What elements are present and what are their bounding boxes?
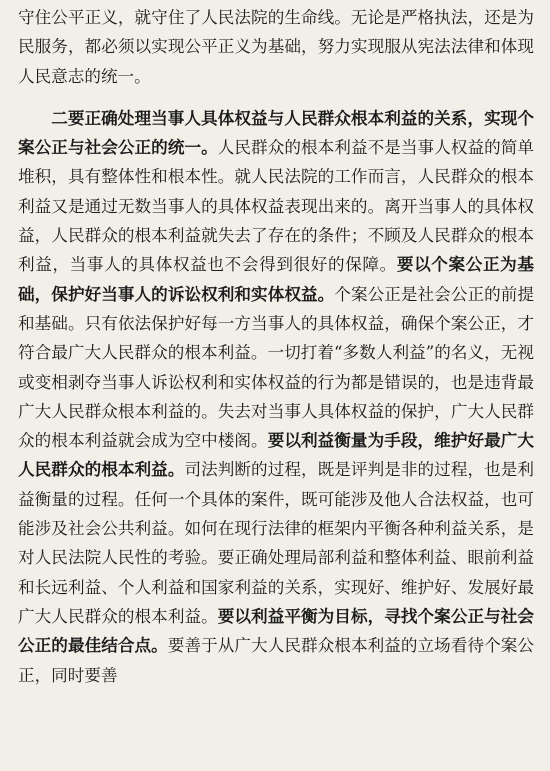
bold-point-interest-balance: 要以利益平衡为目标，寻找个案公正与社会公正的最佳结合点。 [18,605,535,656]
paragraph-spacer [18,91,534,104]
paragraph-2 [18,104,534,690]
body-text-4: 要善于从广大人民群众根本利益的立场看待个案公正，同时要善 [18,636,535,685]
body-text-1: 人民群众的根本利益不是当事人权益的简单堆积，具有整体性和根本性。就人民法院的工作而言，人民群众的根本利益又是通过无数当事人的具体权益表现出来的。离开当事人的具体权益，人民群众的根本利益就失去了存在的条件；不顾及人民群众的根本利益，当事人的具体权益也不会得到很好的保障。 [18,138,535,275]
bold-heading-relation: 二要正确处理当事人具体权益与人民群众根本利益的关系，实现个案公正与社会公正的统一。 [18,107,534,158]
bold-point-individual-justice: 要以个案公正为基础，保护好当事人的诉讼权利和实体权益。 [18,254,534,304]
bold-point-interest-weighing: 要以利益衡量为手段，维护好最广大人民群众的根本利益。 [18,430,534,480]
body-text-2: 个案公正是社会公正的前提和基础。只有依法保护好每一方当事人的具体权益，确保个案公正，才符合最广大人民群众的根本利益。一切打着“多数人利益”的名义，无视或变相剥夺当事人诉讼权利和实体权益的行为都是错误的，也是违背最广大人民群众根本利益的。失去对当事人具体权益的保护，广大人民群众的根本利益就会成为空中楼阁。 [18,284,535,451]
paragraph-1 [18,3,534,91]
body-text-3: 司法判断的过程，既是评判是非的过程，也是利益衡量的过程。任何一个具体的案件，既可能涉及他人合法权益，也可能涉及社会公共利益。如何在现行法律的框架内平衡各种利益关系，是对人民法院人民性的考验。要正确处理局部利益和整体利益、眼前利益和长远利益、个人利益和国家利益的关系，实现好、维护好、发展好最广大人民群众的根本利益。 [18,460,534,626]
paragraph-1-text: 守住公平正义，就守住了人民法院的生命线。无论是严格执法，还是为民服务，都必须以实现公平正义为基础，努力实现服从宪法法律和体现人民意志的统一。 [18,8,534,86]
